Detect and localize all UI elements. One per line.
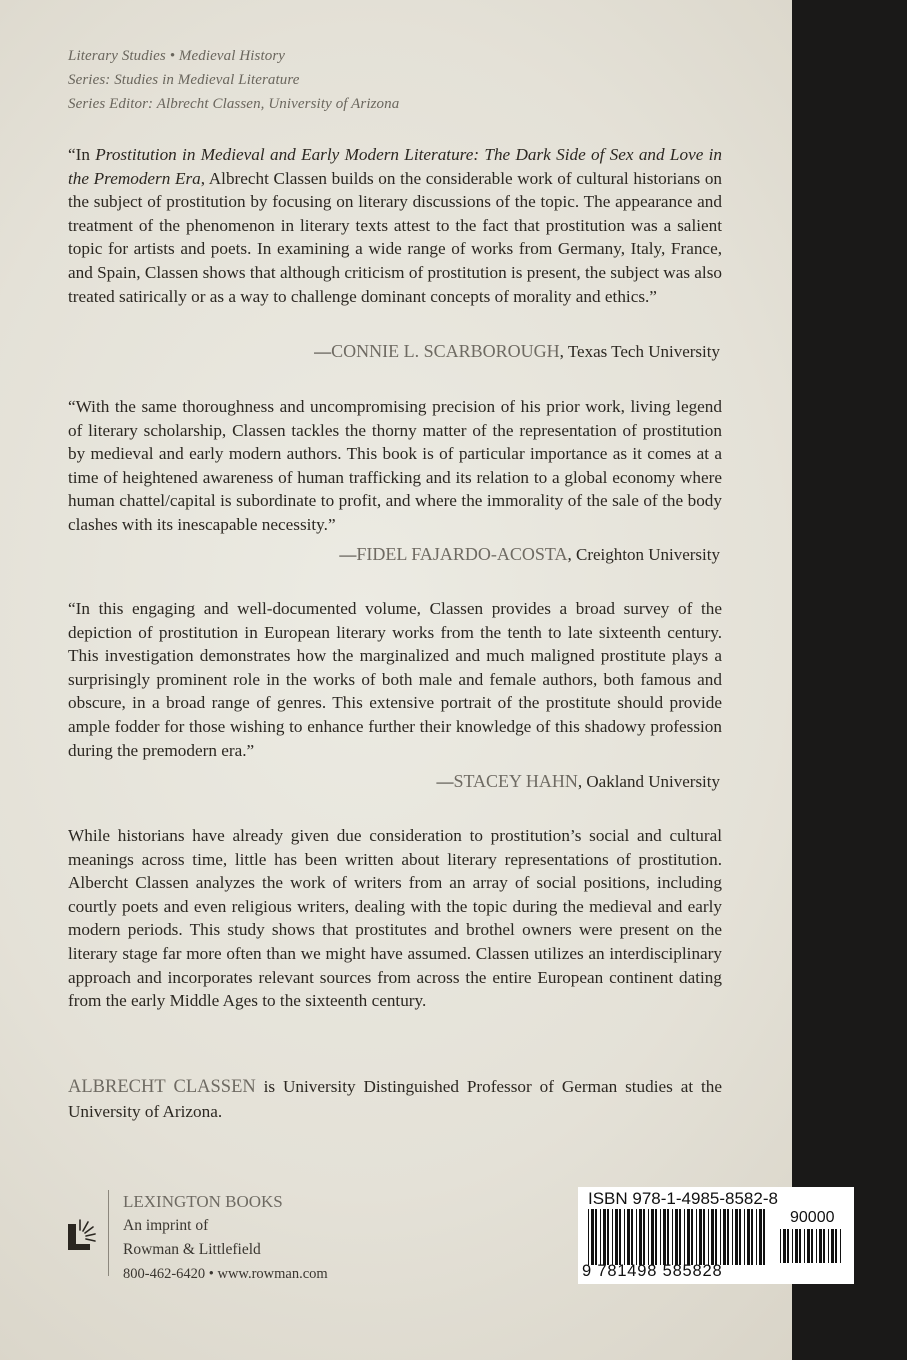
barcode-bar: [723, 1209, 726, 1265]
parent-publisher: Rowman & Littlefield: [123, 1241, 261, 1258]
reviewer-affiliation: , Texas Tech University: [559, 342, 720, 361]
barcode-bar: [588, 1209, 589, 1265]
barcode-bar: [751, 1209, 753, 1265]
publisher-contact: 800-462-6420 • www.rowman.com: [123, 1266, 328, 1282]
reviewer-affiliation: , Oakland University: [577, 772, 720, 791]
barcode-bar: [799, 1229, 801, 1263]
barcode: [578, 1187, 854, 1284]
blurb-2: [68, 395, 722, 537]
barcode-bar: [696, 1209, 697, 1265]
barcode-bar: [660, 1209, 661, 1265]
barcode-bar: [720, 1209, 721, 1265]
barcode-bar: [631, 1209, 633, 1265]
barcode-bar: [600, 1209, 601, 1265]
barcode-bar: [804, 1229, 805, 1263]
price-addon-label: 90000: [790, 1209, 835, 1226]
barcode-bar: [816, 1229, 817, 1263]
barcode-bar: [703, 1209, 705, 1265]
barcode-bar: [607, 1209, 609, 1265]
barcode-bar: [639, 1209, 642, 1265]
barcode-bar: [756, 1209, 757, 1265]
barcode-bar: [627, 1209, 630, 1265]
author-bio-text: is University Distinguished Professor of German studies at the University of Arizona.: [68, 1077, 722, 1121]
barcode-bar: [763, 1209, 765, 1265]
lexington-logo-icon: [66, 1214, 100, 1254]
blurb-1-open: “In: [68, 145, 96, 164]
blurb-3: [68, 597, 722, 762]
barcode-bar: [831, 1229, 834, 1263]
barcode-bar: [684, 1209, 685, 1265]
barcode-bar: [679, 1209, 681, 1265]
barcode-bar: [663, 1209, 666, 1265]
barcode-bar: [780, 1229, 781, 1263]
blurb-2-body: “With the same thoroughness and uncompromising precision of his prior work, living legend of literary scholarship, Classen tackles the thorny matter of the representation of prostitution by medieval and early modern authors. This book is of particular importance as it comes at a time of heightened awareness of human trafficking and its relation to a global economy where human chattel/capital is subordinate to profit, and where the immorality of the sale of the body clashes with its inescapable necessity.”: [68, 397, 722, 534]
barcode-bar: [807, 1229, 810, 1263]
barcode-bar: [828, 1229, 829, 1263]
spine-strip: [792, 0, 907, 1360]
barcode-bar: [603, 1209, 606, 1265]
blurb-2-attribution: —FIDEL FAJARDO-ACOSTA, Creighton University: [339, 544, 720, 564]
barcode-bar: [787, 1229, 789, 1263]
barcode-bar: [739, 1209, 741, 1265]
blurb-3-body: “In this engaging and well-documented volume, Classen provides a broad survey of the depiction of prostitution in European literary works from the tenth to late sixteenth century. This investigation demonstrates how the marginalized and much maligned prostitute plays a surprisingly prominent role in the works of both male and female authors, both famous and obscure, in a broad range of genres. This extensive portrait of the prostitute should provide ample fodder for those wishing to enhance further their knowledge of this shadowy profession during the premodern era.”: [68, 599, 722, 760]
author-name: ALBRECHT CLASSEN: [68, 1077, 256, 1097]
reviewer-name: CONNIE L. SCARBOROUGH: [331, 341, 560, 361]
barcode-bar: [835, 1229, 837, 1263]
barcode-bar: [711, 1209, 714, 1265]
series-editor-line: Series Editor: Albrecht Classen, University of Arizona: [68, 96, 400, 112]
barcode-bar: [643, 1209, 645, 1265]
description-text: While historians have already given due consideration to prostitution’s social and cultural meanings across time, little has been written about literary representations of prostitution. Albercht Classen analyzes the work of writers from an array of social positions, including courtly poets and even religious writers, dealing with the topic during the medieval and early modern periods. This study shows that prostitutes and brothel owners were present on the literary stage far more often than we might have assumed. Classen utilizes an interdisciplinary approach and incorporates relevant sources from across the entire European continent dating from the early Middle Ages to the sixteenth century.: [68, 826, 722, 1011]
barcode-bar: [691, 1209, 693, 1265]
reviewer-name: FIDEL FAJARDO-ACOSTA: [356, 544, 568, 564]
category-line: Literary Studies • Medieval History: [68, 48, 286, 64]
isbn-label: ISBN 978-1-4985-8582-8: [588, 1189, 778, 1208]
barcode-bar: [612, 1209, 613, 1265]
barcode-bar: [687, 1209, 690, 1265]
barcode-bar: [595, 1209, 597, 1265]
barcode-bar: [675, 1209, 678, 1265]
addon-barcode-bars: [780, 1229, 844, 1263]
barcode-bar: [636, 1209, 637, 1265]
barcode-bar: [732, 1209, 733, 1265]
series-line: Series: Studies in Medieval Literature: [68, 72, 300, 88]
reviewer-affiliation: , Creighton University: [567, 545, 720, 564]
barcode-bar: [648, 1209, 649, 1265]
barcode-bar: [735, 1209, 738, 1265]
barcode-bar: [624, 1209, 625, 1265]
blurb-1-attribution: —CONNIE L. SCARBOROUGH, Texas Tech University: [314, 341, 720, 361]
barcode-bar: [792, 1229, 793, 1263]
reviewer-name: STACEY HAHN: [453, 771, 578, 791]
publisher-name: LEXINGTON BOOKS: [123, 1192, 283, 1211]
ean-barcode-bars: [588, 1209, 768, 1265]
barcode-bar: [615, 1209, 618, 1265]
barcode-bar: [727, 1209, 729, 1265]
imprint-line: An imprint of: [123, 1217, 209, 1234]
publisher-block: [108, 1190, 328, 1282]
barcode-bar: [651, 1209, 654, 1265]
barcode-bar: [747, 1209, 750, 1265]
barcode-bar: [823, 1229, 825, 1263]
barcode-bar: [708, 1209, 709, 1265]
barcode-bar: [819, 1229, 822, 1263]
barcode-bar: [655, 1209, 657, 1265]
barcode-bar: [811, 1229, 813, 1263]
barcode-bar: [744, 1209, 745, 1265]
book-description: [68, 824, 722, 1013]
blurb-3-attribution: —STACEY HAHN, Oakland University: [436, 771, 720, 791]
barcode-bar: [672, 1209, 673, 1265]
barcode-bar: [715, 1209, 717, 1265]
barcode-bar: [591, 1209, 594, 1265]
blurb-1-body: , Albrecht Classen builds on the considerable work of cultural historians on the subject of prostitution by focusing on literary discussions of the topic. The appearance and treatment of the phenomenon in literary texts attest to the fact that prostitution was a salient topic for artists and poets. In examining a wide range of works from Germany, Italy, France, and Spain, Classen shows that although criticism of prostitution is present, the subject was also treated satirically or as a way to challenge dominant concepts of morality and ethics.”: [68, 168, 723, 306]
blurb-1: [68, 143, 722, 308]
barcode-bar: [795, 1229, 798, 1263]
barcode-bar: [619, 1209, 621, 1265]
author-bio: [68, 1075, 722, 1123]
barcode-bar: [667, 1209, 669, 1265]
barcode-bar: [783, 1229, 786, 1263]
barcode-bar: [759, 1209, 762, 1265]
book-title: Prostitution in Medieval and Early Modern Literature: The Dark Side of Sex and Love in the Premodern Era: [68, 145, 723, 188]
ean-digits: 9 781498 585828: [582, 1262, 723, 1280]
barcode-bar: [699, 1209, 702, 1265]
barcode-bar: [840, 1229, 841, 1263]
